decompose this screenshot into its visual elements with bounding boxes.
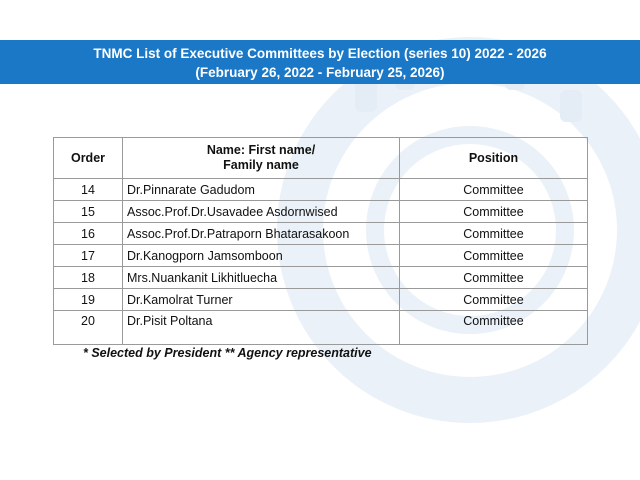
cell-position: Committee — [400, 311, 588, 345]
cell-position: Committee — [400, 223, 588, 245]
header-name-line2: Family name — [223, 158, 299, 172]
table-row — [54, 245, 588, 267]
cell-position: Committee — [400, 289, 588, 311]
cell-position: Committee — [400, 201, 588, 223]
cell-order: 18 — [54, 267, 123, 289]
cell-name: Dr.Kanogporn Jamsomboon — [123, 245, 400, 267]
title-banner — [0, 40, 640, 84]
cell-name: Assoc.Prof.Dr.Patraporn Bhatarasakoon — [123, 223, 400, 245]
header-name-line1: Name: First name/ — [206, 143, 316, 157]
cell-position: Committee — [400, 267, 588, 289]
table-row — [54, 311, 588, 345]
table-row — [54, 223, 588, 245]
table-row — [54, 179, 588, 201]
cell-name: Assoc.Prof.Dr.Usavadee Asdornwised — [123, 201, 400, 223]
footnote: * Selected by President ** Agency representative — [83, 346, 372, 360]
cell-name: Dr.Kamolrat Turner — [123, 289, 400, 311]
title-line-1: TNMC List of Executive Committees by Election (series 10) 2022 - 2026 — [93, 46, 547, 61]
cell-name: Dr.Pisit Poltana — [123, 311, 400, 345]
header-position: Position — [400, 138, 588, 179]
cell-order: 20 — [54, 311, 123, 345]
committee-table — [53, 137, 588, 345]
table-row — [54, 201, 588, 223]
table-header-row — [54, 138, 588, 179]
cell-name: Mrs.Nuankanit Likhitluecha — [123, 267, 400, 289]
cell-position: Committee — [400, 245, 588, 267]
cell-order: 19 — [54, 289, 123, 311]
cell-order: 17 — [54, 245, 123, 267]
header-order: Order — [54, 138, 123, 179]
cell-order: 14 — [54, 179, 123, 201]
title-line-2: (February 26, 2022 - February 25, 2026) — [195, 65, 445, 80]
cell-order: 15 — [54, 201, 123, 223]
table-row — [54, 289, 588, 311]
cell-order: 16 — [54, 223, 123, 245]
table-row — [54, 267, 588, 289]
cell-name: Dr.Pinnarate Gadudom — [123, 179, 400, 201]
cell-position: Committee — [400, 179, 588, 201]
header-name — [123, 138, 400, 179]
